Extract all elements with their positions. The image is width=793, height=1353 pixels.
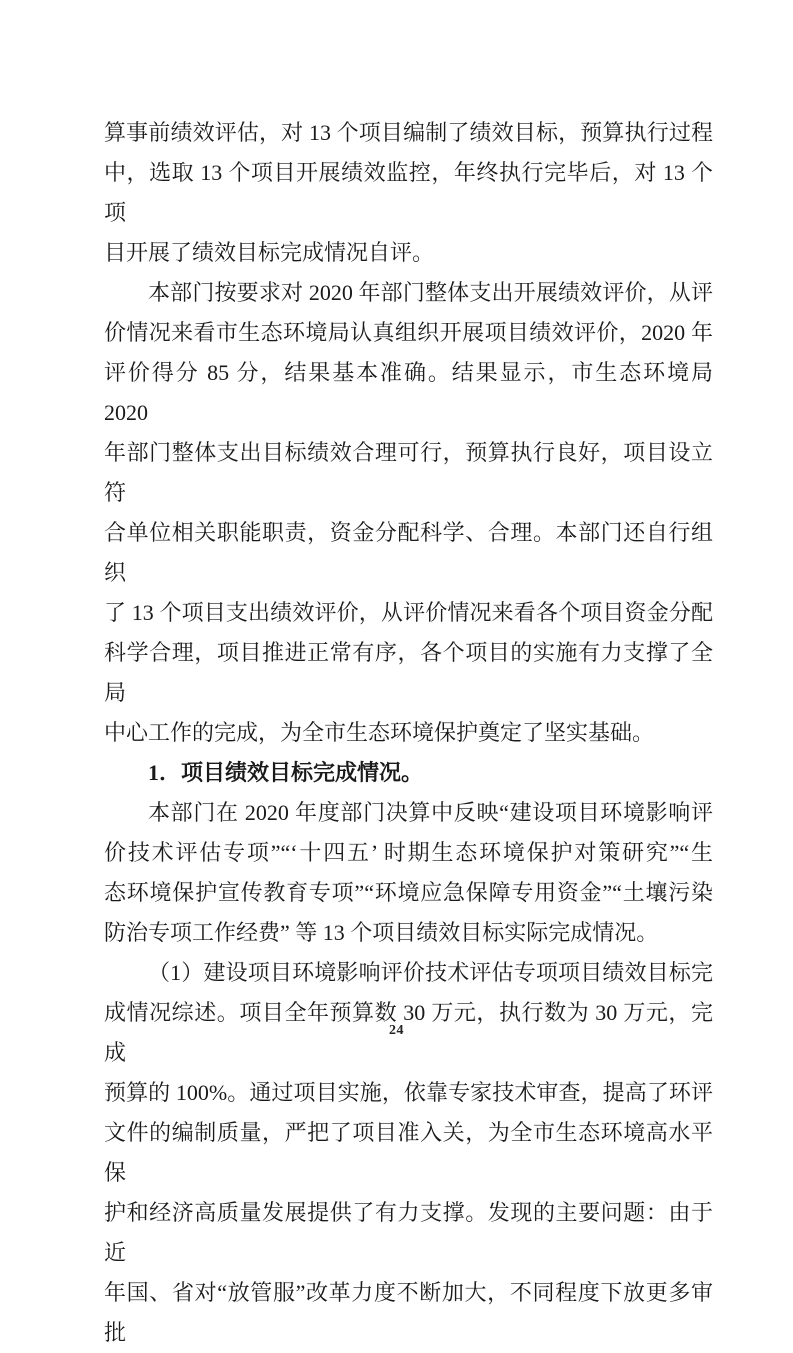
text-line: 防治专项工作经费” 等 13 个项目绩效目标实际完成情况。 [104,920,659,945]
text-line: 科学合理，项目推进正常有序，各个项目的实施有力支撑了全局 [104,640,713,705]
text-line: （1）建设项目环境影响评价技术评估专项项目绩效目标完 [148,960,713,985]
text-line: 中，选取 13 个项目开展绩效监控，年终执行完毕后，对 13 个项 [104,160,713,225]
text-line: 中心工作的完成，为全市生态环境保护奠定了坚实基础。 [104,720,655,745]
text-line: 价技术评估专项”“‘十四五’ 时期生态环境保护对策研究”“生 [104,840,713,865]
text-line: 了 13 个项目支出绩效评价，从评价情况来看各个项目资金分配 [104,600,713,625]
page-number: 24 [389,1023,404,1038]
text-line: 评价得分 85 分，结果基本准确。结果显示，市生态环境局 2020 [104,360,713,425]
text-line: 年国、省对“放管服”改革力度不断加大，不同程度下放更多审批 [104,1280,713,1345]
text-line: 本部门按要求对 2020 年部门整体支出开展绩效评价，从评 [148,280,713,305]
text-line: 文件的编制质量，严把了项目准入关，为全市生态环境高水平保 [104,1120,713,1185]
text-line: 目开展了绩效目标完成情况自评。 [104,240,435,265]
text-line: 态环境保护宣传教育专项”“环境应急保障专用资金”“土壤污染 [104,880,713,905]
text-line: 价情况来看市生态环境局认真组织开展项目绩效评价，2020 年 [104,320,713,345]
section-heading: 1．项目绩效目标完成情况。 [148,760,424,785]
text-line: 算事前绩效评估，对 13 个项目编制了绩效目标，预算执行过程 [104,120,713,145]
text-line: 年部门整体支出目标绩效合理可行，预算执行良好，项目设立符 [104,440,713,505]
text-line: 护和经济高质量发展提供了有力支撑。发现的主要问题：由于近 [104,1200,713,1265]
text-line: 成情况综述。项目全年预算数 30 万元，执行数为 30 万元，完成 [104,1000,713,1065]
document-body [104,113,713,1353]
text-line: 预算的 100%。通过项目实施，依靠专家技术审查，提高了环评 [104,1080,713,1105]
text-line: 合单位相关职能职责，资金分配科学、合理。本部门还自行组织 [104,520,713,585]
text-line: 本部门在 2020 年度部门决算中反映“建设项目环境影响评 [148,800,713,825]
